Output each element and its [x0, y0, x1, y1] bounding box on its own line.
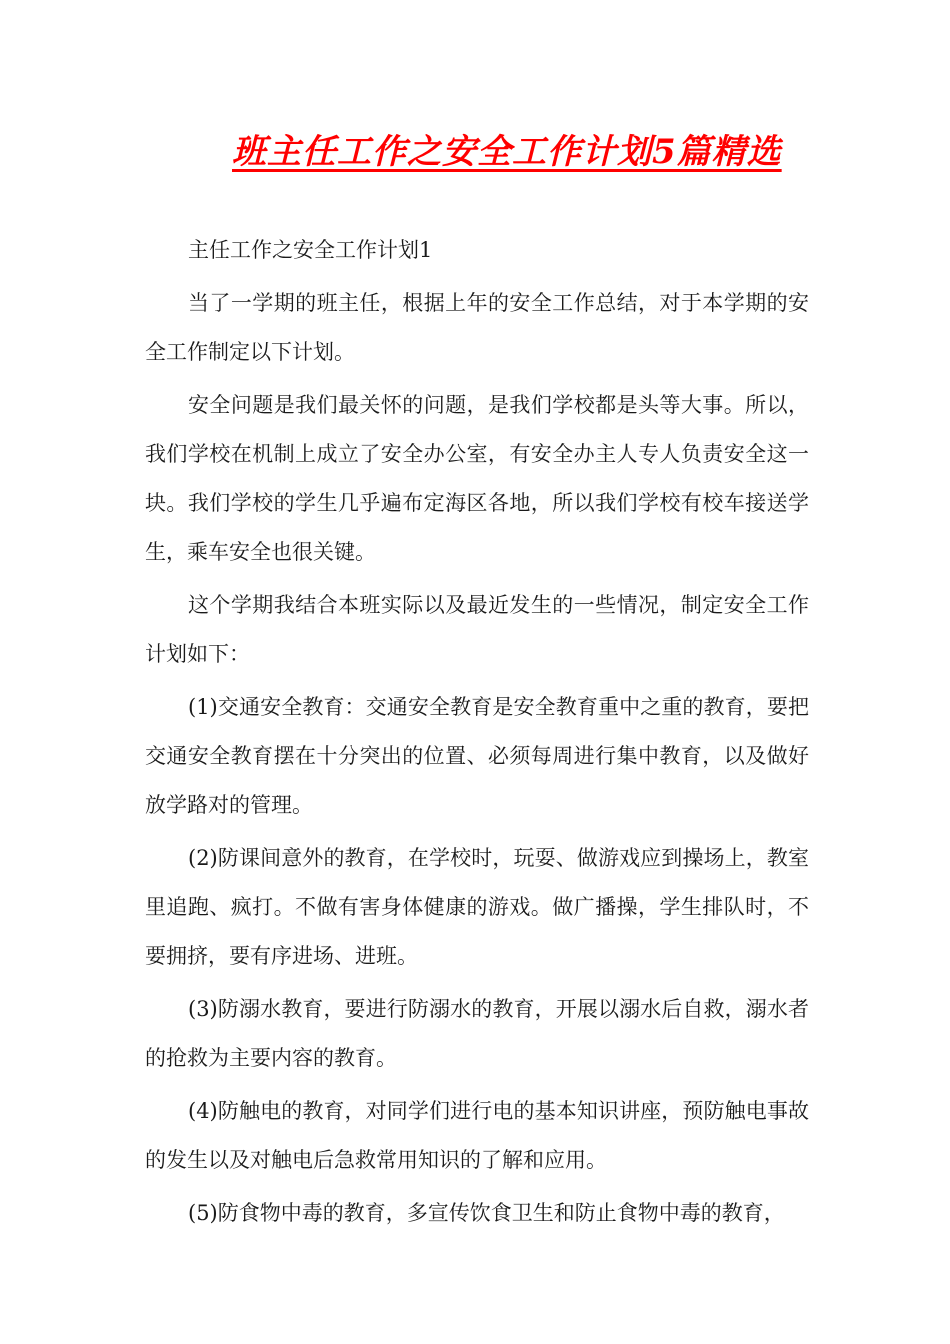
paragraph: 安全问题是我们最关怀的问题，是我们学校都是头等大事。所以，我们学校在机制上成立了安全办公室，有安全办主人专人负责安全这一块。我们学校的学生几乎遍布定海区各地，所以我们学校有校车接送学生，乘车安全也很关键。 — [145, 393, 809, 564]
paragraph: 这个学期我结合本班实际以及最近发生的一些情况，制定安全工作计划如下： — [145, 593, 809, 666]
list-item: (2)防课间意外的教育，在学校时，玩耍、做游戏应到操场上，教室里追跑、疯打。不做有害身体健康的游戏。做广播操，学生排队时，不要拥挤，要有序进场、进班。 — [145, 846, 809, 968]
list-item: (1)交通安全教育：交通安全教育是安全教育重中之重的教育，要把交通安全教育摆在十分突出的位置、必须每周进行集中教育，以及做好放学路对的管理。 — [145, 695, 809, 817]
section-heading: 主任工作之安全工作计划1 — [188, 238, 433, 262]
list-item: (4)防触电的教育，对同学们进行电的基本知识讲座，预防触电事故的发生以及对触电后急救常用知识的了解和应用。 — [145, 1099, 809, 1172]
document-body — [145, 226, 809, 1242]
list-item: (5)防食物中毒的教育，多宣传饮食卫生和防止食物中毒的教育， — [188, 1201, 785, 1225]
list-item: (3)防溺水教育，要进行防溺水的教育，开展以溺水后自救，溺水者的抢救为主要内容的教育。 — [145, 997, 809, 1070]
document-title: 班主任工作之安全工作计划5篇精选 — [232, 132, 782, 172]
paragraph: 当了一学期的班主任，根据上年的安全工作总结，对于本学期的安全工作制定以下计划。 — [145, 291, 809, 364]
